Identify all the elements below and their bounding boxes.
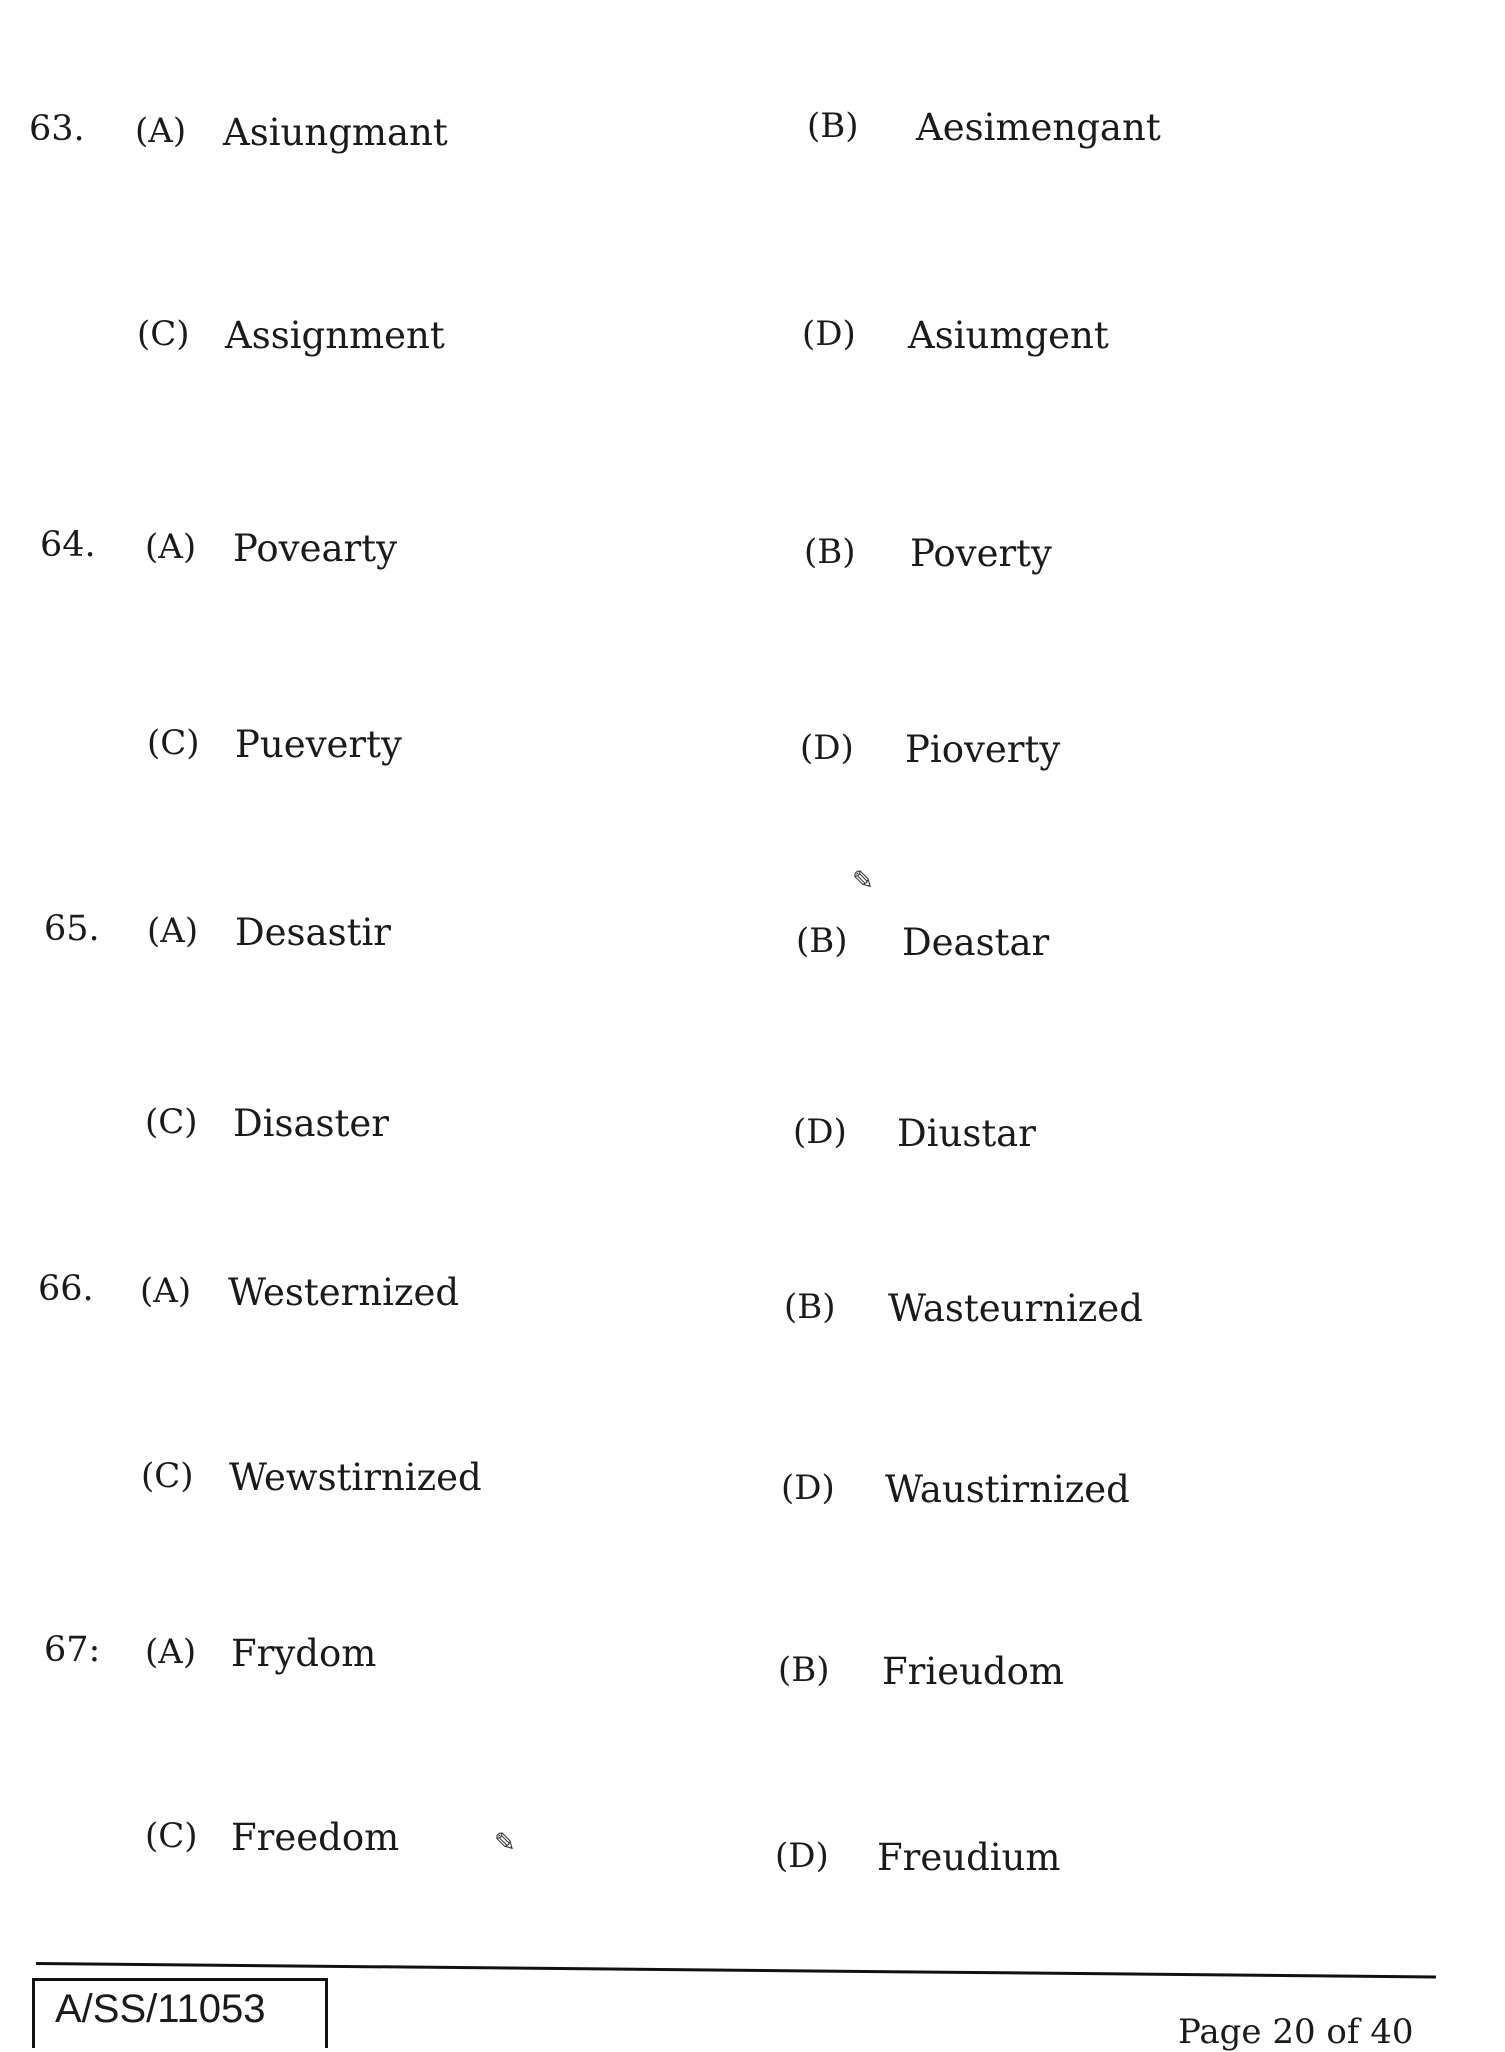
option-text: Frydom [231, 1632, 377, 1675]
option-label: (C) [147, 723, 200, 763]
option-text: Wasteurnized [888, 1287, 1143, 1330]
option-text: Aesimengant [916, 106, 1161, 149]
option-label: (D) [775, 1836, 829, 1876]
option-label: (B) [784, 1287, 836, 1327]
option-label: (D) [802, 314, 856, 354]
option-label: (D) [793, 1112, 847, 1152]
option-label: (A) [145, 527, 197, 567]
option-text: Poverty [910, 532, 1052, 575]
paper-code: A/SS/11053 [32, 1978, 328, 2048]
option-label: (B) [796, 921, 848, 961]
option-text: Pioverty [905, 728, 1061, 771]
option-label: (C) [145, 1102, 198, 1142]
option-label: (A) [135, 111, 187, 151]
pencil-mark-icon: ✎ [852, 866, 874, 896]
option-label: (C) [141, 1456, 194, 1496]
question-number: 65. [44, 909, 100, 949]
option-label: (A) [147, 911, 199, 951]
option-text: Diustar [897, 1112, 1036, 1155]
option-text: Westernized [228, 1271, 460, 1314]
option-label: (B) [807, 106, 859, 146]
option-text: Assignment [225, 314, 445, 357]
option-label: (B) [804, 532, 856, 572]
option-text: Povearty [233, 527, 397, 570]
option-label: (C) [145, 1816, 198, 1856]
page-number: Page 20 of 40 [1178, 2012, 1414, 2052]
option-text: Freudium [877, 1836, 1061, 1879]
option-text: Asiumgent [908, 314, 1109, 357]
option-text: Wewstirnized [229, 1456, 482, 1499]
option-text: Desastir [235, 911, 391, 954]
option-label: (D) [800, 728, 854, 768]
question-number: 63. [29, 109, 85, 149]
option-label: (A) [145, 1632, 197, 1672]
pencil-mark-icon: ✎ [494, 1828, 516, 1858]
option-text: Deastar [902, 921, 1050, 964]
option-label: (D) [781, 1468, 835, 1508]
option-text: Asiungmant [223, 111, 448, 154]
footer-rule [36, 1962, 1436, 1978]
option-label: (B) [778, 1650, 830, 1690]
option-text: Pueverty [235, 723, 402, 766]
option-text: Frieudom [882, 1650, 1064, 1693]
option-text: Disaster [233, 1102, 389, 1145]
option-label: (A) [140, 1271, 192, 1311]
option-text: Freedom [231, 1816, 400, 1859]
question-number: 67: [44, 1630, 101, 1670]
option-text: Waustirnized [885, 1468, 1130, 1511]
question-number: 64. [40, 525, 96, 565]
option-label: (C) [137, 314, 190, 354]
question-number: 66. [38, 1269, 94, 1309]
